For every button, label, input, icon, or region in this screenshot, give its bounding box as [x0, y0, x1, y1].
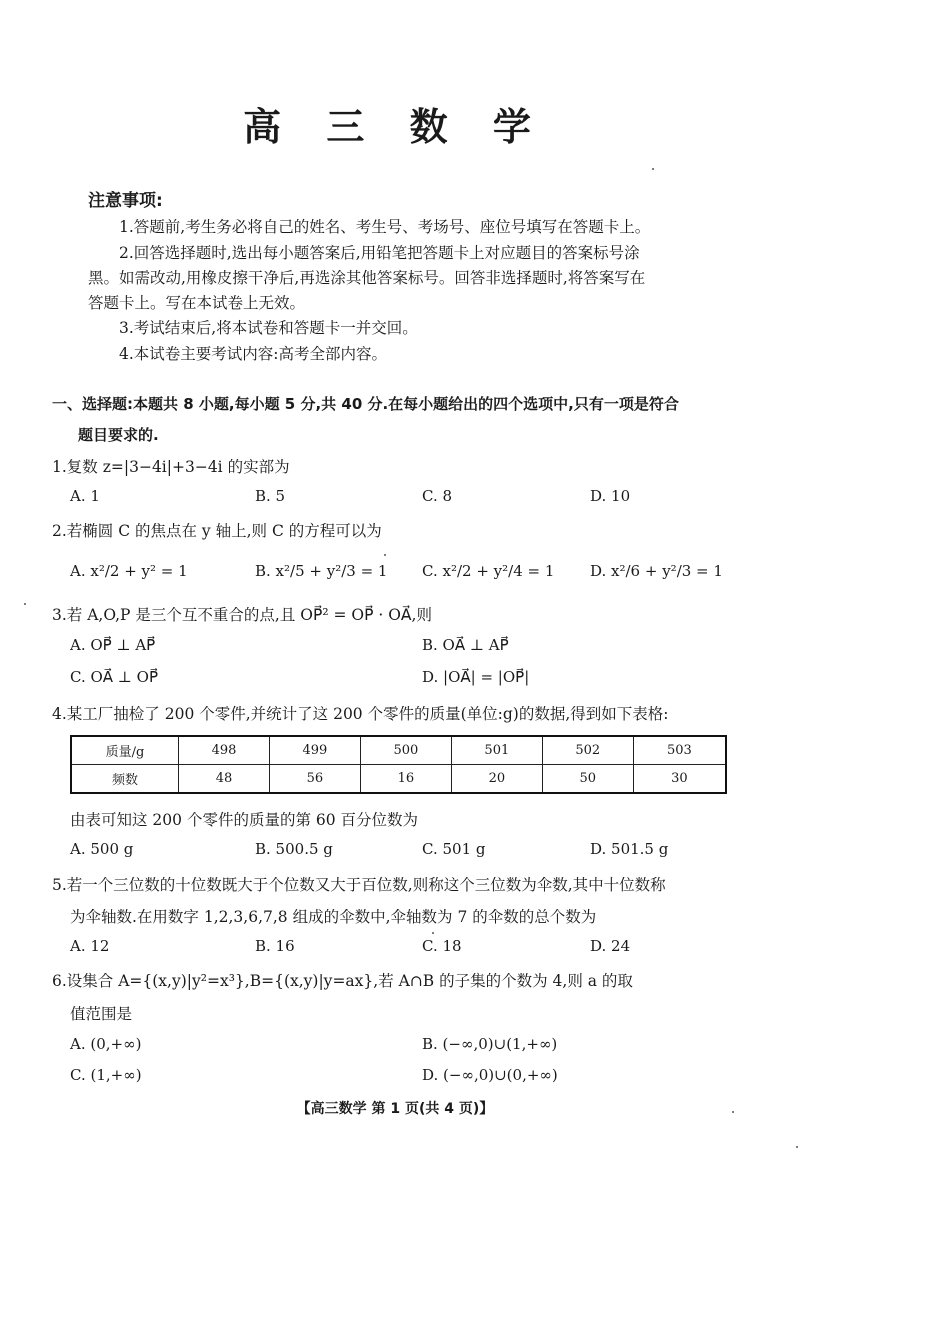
- question-6-stem-cont: 值范围是: [70, 1005, 133, 1023]
- table-row: [71, 765, 726, 794]
- scan-speck: [652, 168, 654, 170]
- scan-speck: [796, 1146, 798, 1148]
- page-footer: 【高三数学 第 1 页(共 4 页)】: [296, 1101, 494, 1117]
- section-heading-cont: 题目要求的.: [78, 426, 159, 444]
- q6-option-b: B. (−∞,0)∪(1,+∞): [422, 1035, 558, 1053]
- notice-line: 3.考试结束后,将本试卷和答题卡一并交回。: [119, 319, 418, 337]
- question-1-stem: 1.复数 z=|3−4i|+3−4i 的实部为: [52, 458, 290, 476]
- q5-option-b: B. 16: [255, 937, 295, 955]
- q5-option-a: A. 12: [70, 937, 110, 955]
- q1-option-c: C. 8: [422, 487, 453, 505]
- scan-speck: [384, 554, 386, 556]
- q1-option-d: D. 10: [590, 487, 631, 505]
- table-cell: 30: [633, 765, 726, 794]
- q3-option-d: D. |OA⃗| = |OP⃗|: [422, 668, 530, 686]
- q2-option-b: B. x²/5 + y²/3 = 1: [255, 562, 388, 580]
- table-cell: 16: [360, 765, 451, 794]
- table-cell: 502: [542, 736, 633, 765]
- q4-option-a: A. 500 g: [70, 840, 134, 858]
- q4-option-d: D. 501.5 g: [590, 840, 669, 858]
- scan-speck: [432, 932, 434, 934]
- page-title: 高 三 数 学: [243, 105, 547, 149]
- table-cell: 56: [269, 765, 360, 794]
- table-cell: 20: [451, 765, 542, 794]
- q4-option-c: C. 501 g: [422, 840, 486, 858]
- scan-speck: [24, 603, 26, 605]
- question-5-stem-cont: 为伞轴数.在用数字 1,2,3,6,7,8 组成的伞数中,伞轴数为 7 的伞数的总个数为: [70, 908, 597, 926]
- table-row: [71, 736, 726, 765]
- section-heading: 一、选择题:本题共 8 小题,每小题 5 分,共 40 分.在每小题给出的四个选项中,只有一项是符合: [52, 395, 679, 413]
- scan-speck: [732, 1111, 734, 1113]
- table-cell: 48: [179, 765, 270, 794]
- table-cell: 频数: [71, 765, 179, 794]
- q2-option-c: C. x²/2 + y²/4 = 1: [422, 562, 555, 580]
- table-cell: 498: [179, 736, 270, 765]
- mass-frequency-table: [70, 735, 727, 794]
- question-5-stem: 5.若一个三位数的十位数既大于个位数又大于百位数,则称这个三位数为伞数,其中十位数称: [52, 876, 666, 894]
- q2-option-d: D. x²/6 + y²/3 = 1: [590, 562, 723, 580]
- q3-option-a: A. OP⃗ ⊥ AP⃗: [70, 636, 156, 654]
- notice-line: 答题卡上。写在本试卷上无效。: [88, 294, 306, 312]
- table-cell: 50: [542, 765, 633, 794]
- q5-option-d: D. 24: [590, 937, 631, 955]
- q1-option-a: A. 1: [70, 487, 100, 505]
- table-cell: 499: [269, 736, 360, 765]
- q3-option-b: B. OA⃗ ⊥ AP⃗: [422, 636, 509, 654]
- question-4-stem: 4.某工厂抽检了 200 个零件,并统计了这 200 个零件的质量(单位:g)的数据,得到如下表格:: [52, 705, 669, 723]
- question-2-stem: 2.若椭圆 C 的焦点在 y 轴上,则 C 的方程可以为: [52, 522, 382, 540]
- q5-option-c: C. 18: [422, 937, 462, 955]
- notice-line: 4.本试卷主要考试内容:高考全部内容。: [119, 345, 388, 363]
- question-6-stem: 6.设集合 A={(x,y)|y²=x³},B={(x,y)|y=ax},若 A∩B 的子集的个数为 4,则 a 的取: [52, 972, 633, 990]
- q1-option-b: B. 5: [255, 487, 286, 505]
- q4-followup: 由表可知这 200 个零件的质量的第 60 百分位数为: [70, 811, 419, 829]
- table-cell: 503: [633, 736, 726, 765]
- q2-option-a: A. x²/2 + y² = 1: [70, 562, 188, 580]
- table-cell: 质量/g: [71, 736, 179, 765]
- notice-heading: 注意事项:: [88, 191, 163, 211]
- q6-option-c: C. (1,+∞): [70, 1066, 142, 1084]
- notice-line: 2.回答选择题时,选出每小题答案后,用铅笔把答题卡上对应题目的答案标号涂: [119, 244, 640, 262]
- notice-line: 黑。如需改动,用橡皮擦干净后,再选涂其他答案标号。回答非选择题时,将答案写在: [88, 269, 646, 287]
- q6-option-d: D. (−∞,0)∪(0,+∞): [422, 1066, 558, 1084]
- q3-option-c: C. OA⃗ ⊥ OP⃗: [70, 668, 159, 686]
- table-cell: 501: [451, 736, 542, 765]
- q4-option-b: B. 500.5 g: [255, 840, 333, 858]
- question-3-stem: 3.若 A,O,P 是三个互不重合的点,且 OP⃗² = OP⃗ · OA⃗,则: [52, 606, 432, 624]
- q6-option-a: A. (0,+∞): [70, 1035, 142, 1053]
- notice-line: 1.答题前,考生务必将自己的姓名、考生号、考场号、座位号填写在答题卡上。: [119, 218, 651, 236]
- table-cell: 500: [360, 736, 451, 765]
